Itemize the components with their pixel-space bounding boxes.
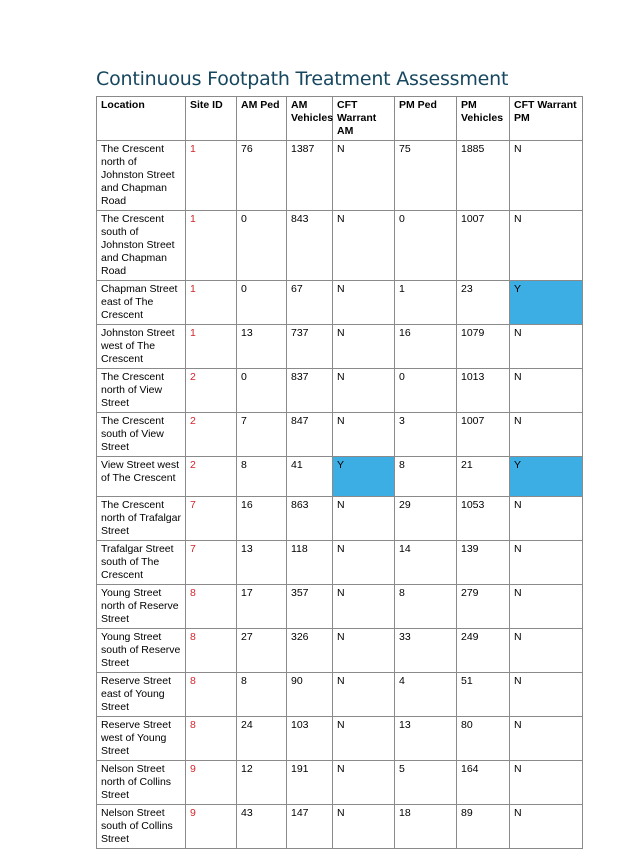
header-site-id: Site ID — [186, 97, 237, 141]
cell-am-ped: 43 — [237, 805, 287, 849]
cell-site-id: 2 — [186, 413, 237, 457]
cell-cft-warrant-am: N — [333, 585, 395, 629]
cell-site-id: 8 — [186, 717, 237, 761]
cell-pm-vehicles: 1007 — [457, 211, 510, 281]
cell-location: Reserve Street west of Young Street — [97, 717, 186, 761]
header-cft-warrant-pm: CFT Warrant PM — [510, 97, 583, 141]
cell-am-ped: 27 — [237, 629, 287, 673]
cell-cft-warrant-am: N — [333, 369, 395, 413]
cell-am-vehicles: 737 — [287, 325, 333, 369]
cell-cft-warrant-pm: N — [510, 585, 583, 629]
table-row — [97, 585, 583, 629]
table-row — [97, 541, 583, 585]
cell-pm-vehicles: 21 — [457, 457, 510, 497]
cell-am-ped: 17 — [237, 585, 287, 629]
cell-site-id: 8 — [186, 673, 237, 717]
cell-am-ped: 0 — [237, 281, 287, 325]
cell-cft-warrant-pm: N — [510, 211, 583, 281]
cell-am-vehicles: 863 — [287, 497, 333, 541]
cell-pm-ped: 33 — [395, 629, 457, 673]
cell-cft-warrant-am: N — [333, 673, 395, 717]
header-am-vehicles: AM Vehicles — [287, 97, 333, 141]
cell-site-id: 2 — [186, 369, 237, 413]
cell-site-id: 1 — [186, 325, 237, 369]
assessment-table — [96, 96, 583, 849]
cell-site-id: 9 — [186, 805, 237, 849]
cell-pm-vehicles: 1013 — [457, 369, 510, 413]
page-title: Continuous Footpath Treatment Assessment — [96, 68, 509, 90]
cell-pm-ped: 14 — [395, 541, 457, 585]
cell-am-vehicles: 103 — [287, 717, 333, 761]
cell-location: Nelson Street south of Collins Street — [97, 805, 186, 849]
cell-am-ped: 0 — [237, 211, 287, 281]
table-row — [97, 369, 583, 413]
cell-pm-ped: 3 — [395, 413, 457, 457]
cell-location: Young Street south of Reserve Street — [97, 629, 186, 673]
cell-am-ped: 12 — [237, 761, 287, 805]
header-row — [97, 97, 583, 141]
cell-pm-ped: 0 — [395, 369, 457, 413]
cell-cft-warrant-pm: Y — [510, 457, 583, 497]
cell-location: Trafalgar Street south of The Crescent — [97, 541, 186, 585]
table-row — [97, 325, 583, 369]
cell-pm-vehicles: 1079 — [457, 325, 510, 369]
cell-am-ped: 13 — [237, 541, 287, 585]
cell-am-vehicles: 837 — [287, 369, 333, 413]
cell-cft-warrant-pm: N — [510, 761, 583, 805]
cell-location: Reserve Street east of Young Street — [97, 673, 186, 717]
table-row — [97, 211, 583, 281]
cell-cft-warrant-am: N — [333, 761, 395, 805]
cell-pm-vehicles: 1053 — [457, 497, 510, 541]
header-am-ped: AM Ped — [237, 97, 287, 141]
cell-site-id: 1 — [186, 211, 237, 281]
cell-pm-vehicles: 164 — [457, 761, 510, 805]
cell-location: The Crescent south of View Street — [97, 413, 186, 457]
table-row — [97, 629, 583, 673]
cell-site-id: 8 — [186, 585, 237, 629]
cell-pm-ped: 8 — [395, 585, 457, 629]
cell-pm-ped: 1 — [395, 281, 457, 325]
cell-cft-warrant-pm: N — [510, 369, 583, 413]
cell-pm-ped: 75 — [395, 141, 457, 211]
cell-cft-warrant-am: N — [333, 413, 395, 457]
table-row — [97, 413, 583, 457]
cell-pm-vehicles: 249 — [457, 629, 510, 673]
cell-pm-vehicles: 1885 — [457, 141, 510, 211]
cell-cft-warrant-pm: N — [510, 325, 583, 369]
table-row — [97, 673, 583, 717]
cell-am-ped: 0 — [237, 369, 287, 413]
cell-site-id: 7 — [186, 497, 237, 541]
cell-pm-vehicles: 23 — [457, 281, 510, 325]
header-cft-warrant-am: CFT Warrant AM — [333, 97, 395, 141]
cell-pm-ped: 8 — [395, 457, 457, 497]
cell-pm-vehicles: 1007 — [457, 413, 510, 457]
cell-location: Chapman Street east of The Crescent — [97, 281, 186, 325]
cell-pm-ped: 13 — [395, 717, 457, 761]
cell-pm-ped: 4 — [395, 673, 457, 717]
cell-am-ped: 24 — [237, 717, 287, 761]
cell-pm-ped: 0 — [395, 211, 457, 281]
cell-cft-warrant-pm: N — [510, 497, 583, 541]
table-row — [97, 717, 583, 761]
cell-am-ped: 8 — [237, 673, 287, 717]
cell-site-id: 1 — [186, 141, 237, 211]
cell-am-vehicles: 847 — [287, 413, 333, 457]
cell-site-id: 2 — [186, 457, 237, 497]
cell-site-id: 9 — [186, 761, 237, 805]
cell-am-vehicles: 357 — [287, 585, 333, 629]
cell-am-vehicles: 90 — [287, 673, 333, 717]
cell-am-ped: 7 — [237, 413, 287, 457]
cell-cft-warrant-am: N — [333, 805, 395, 849]
header-pm-vehicles: PM Vehicles — [457, 97, 510, 141]
table-row — [97, 761, 583, 805]
cell-pm-vehicles: 51 — [457, 673, 510, 717]
cell-cft-warrant-am: N — [333, 141, 395, 211]
cell-cft-warrant-pm: N — [510, 717, 583, 761]
cell-location: View Street west of The Crescent — [97, 457, 186, 497]
cell-cft-warrant-am: N — [333, 325, 395, 369]
cell-pm-vehicles: 89 — [457, 805, 510, 849]
table-row — [97, 141, 583, 211]
header-location: Location — [97, 97, 186, 141]
cell-am-vehicles: 1387 — [287, 141, 333, 211]
cell-pm-ped: 29 — [395, 497, 457, 541]
table-row — [97, 805, 583, 849]
cell-cft-warrant-am: N — [333, 211, 395, 281]
cell-location: Johnston Street west of The Crescent — [97, 325, 186, 369]
cell-cft-warrant-am: N — [333, 281, 395, 325]
cell-pm-vehicles: 139 — [457, 541, 510, 585]
cell-site-id: 7 — [186, 541, 237, 585]
cell-pm-ped: 5 — [395, 761, 457, 805]
table-row — [97, 281, 583, 325]
cell-cft-warrant-pm: N — [510, 413, 583, 457]
header-pm-ped: PM Ped — [395, 97, 457, 141]
cell-am-vehicles: 147 — [287, 805, 333, 849]
cell-site-id: 1 — [186, 281, 237, 325]
cell-am-vehicles: 843 — [287, 211, 333, 281]
cell-am-vehicles: 41 — [287, 457, 333, 497]
cell-location: The Crescent north of View Street — [97, 369, 186, 413]
cell-am-vehicles: 191 — [287, 761, 333, 805]
cell-am-ped: 8 — [237, 457, 287, 497]
cell-location: Young Street north of Reserve Street — [97, 585, 186, 629]
cell-location: The Crescent south of Johnston Street and Chapman Road — [97, 211, 186, 281]
cell-pm-ped: 18 — [395, 805, 457, 849]
cell-site-id: 8 — [186, 629, 237, 673]
cell-location: The Crescent north of Trafalgar Street — [97, 497, 186, 541]
cell-pm-ped: 16 — [395, 325, 457, 369]
cell-am-ped: 76 — [237, 141, 287, 211]
cell-cft-warrant-pm: N — [510, 541, 583, 585]
cell-pm-vehicles: 80 — [457, 717, 510, 761]
cell-am-ped: 16 — [237, 497, 287, 541]
cell-cft-warrant-am: N — [333, 717, 395, 761]
table-body — [97, 141, 583, 849]
cell-cft-warrant-pm: N — [510, 629, 583, 673]
cell-am-vehicles: 118 — [287, 541, 333, 585]
cell-cft-warrant-am: Y — [333, 457, 395, 497]
cell-pm-vehicles: 279 — [457, 585, 510, 629]
cell-location: Nelson Street north of Collins Street — [97, 761, 186, 805]
cell-cft-warrant-am: N — [333, 541, 395, 585]
cell-cft-warrant-pm: N — [510, 805, 583, 849]
cell-am-vehicles: 67 — [287, 281, 333, 325]
table-row — [97, 497, 583, 541]
cell-am-vehicles: 326 — [287, 629, 333, 673]
cell-cft-warrant-am: N — [333, 629, 395, 673]
cell-cft-warrant-pm: Y — [510, 281, 583, 325]
cell-cft-warrant-pm: N — [510, 673, 583, 717]
table-row — [97, 457, 583, 497]
cell-am-ped: 13 — [237, 325, 287, 369]
cell-location: The Crescent north of Johnston Street and Chapman Road — [97, 141, 186, 211]
cell-cft-warrant-am: N — [333, 497, 395, 541]
cell-cft-warrant-pm: N — [510, 141, 583, 211]
